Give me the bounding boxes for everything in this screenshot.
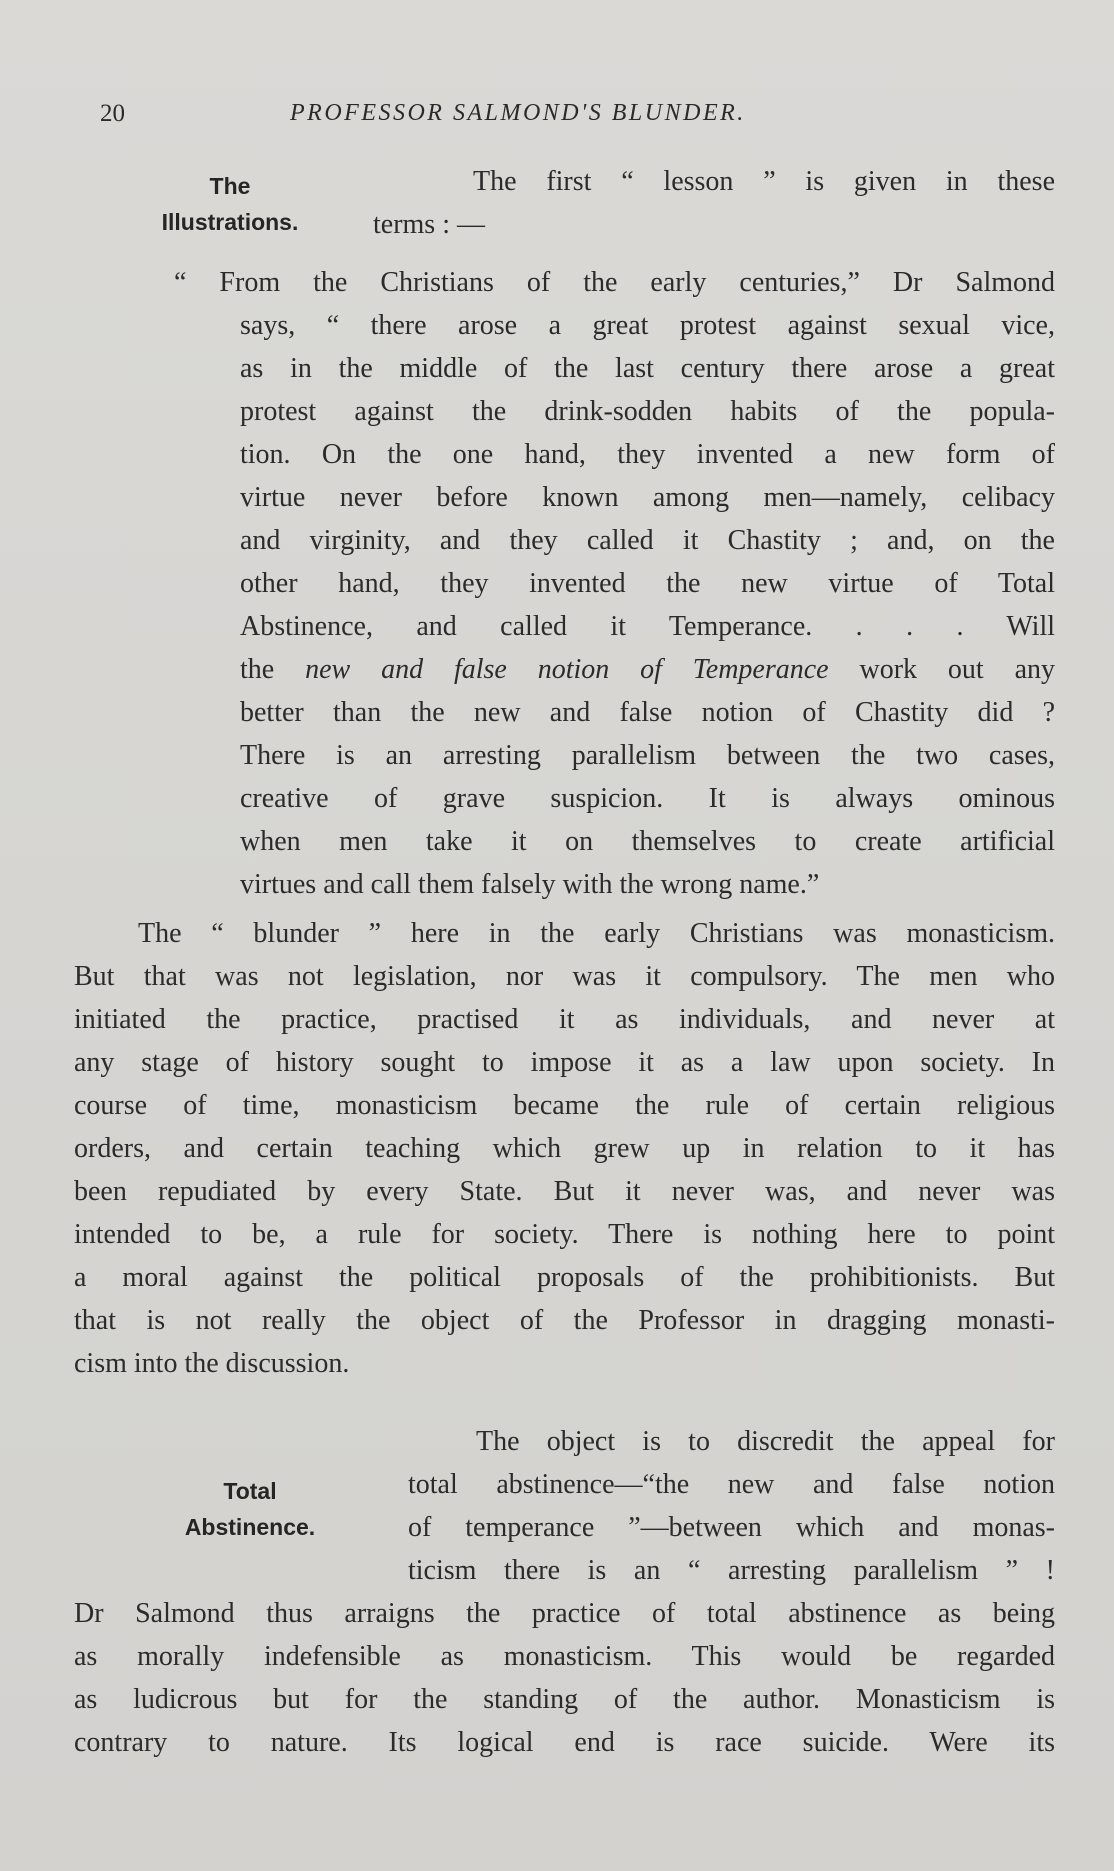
side-head-line: Abstinence. (184, 1514, 316, 1540)
quote-line: There is an arresting parallelism between the two cases, (240, 740, 1055, 771)
quote-line: Abstinence, and called it Temperance. . . . Will (240, 611, 1055, 642)
quote-line: virtue never before known among men—namely, celibacy (240, 482, 1055, 513)
quote-line: better than the new and false notion of Chastity did ? (240, 697, 1055, 728)
side-head-line: Illustrations. (161, 209, 299, 235)
side-head-line: The (209, 173, 251, 199)
quotation-block (174, 261, 1055, 906)
body-line: orders, and certain teaching which grew up in relation to it has (74, 1133, 1055, 1164)
body-line: contrary to nature. Its logical end is race suicide. Were its (74, 1727, 1055, 1758)
quote-line: “ From the Christians of the early centuries,” Dr Salmond (174, 267, 1055, 298)
text-line: terms : — (373, 209, 485, 240)
side-head-total-abstinence (160, 1473, 340, 1545)
body-line: intended to be, a rule for society. There is nothing here to point (74, 1219, 1055, 1250)
side-head-illustrations (140, 168, 320, 240)
body-line: But that was not legislation, nor was it compulsory. The men who (74, 961, 1055, 992)
page-header (100, 100, 1020, 140)
body-line: any stage of history sought to impose it as a law upon society. In (74, 1047, 1055, 1078)
body-line: a moral against the political proposals of the prohibitionists. But (74, 1262, 1055, 1293)
quote-word: work out any (828, 654, 1055, 685)
body-line: The object is to discredit the appeal for (476, 1426, 1055, 1457)
body-line: ticism there is an “ arresting parallelism ” ! (408, 1555, 1055, 1586)
body-paragraph-1 (74, 912, 1055, 1385)
body-line: been repudiated by every State. But it never was, and never was (74, 1176, 1055, 1207)
body-line: course of time, monasticism became the rule of certain religious (74, 1090, 1055, 1121)
body-line: total abstinence—“the new and false notion (408, 1469, 1055, 1500)
body-line: The “ blunder ” here in the early Christians was monasticism. (138, 918, 1055, 949)
body-line: initiated the practice, practised it as individuals, and never at (74, 1004, 1055, 1035)
quote-line: and virginity, and they called it Chastity ; and, on the (240, 525, 1055, 556)
quote-line: when men take it on themselves to create artificial (240, 826, 1055, 857)
quote-line: other hand, they invented the new virtue of Total (240, 568, 1055, 599)
quote-line-italic (240, 648, 1055, 691)
running-title: PROFESSOR SALMOND'S BLUNDER. (290, 100, 746, 126)
body-line: of temperance ”—between which and monas- (408, 1512, 1055, 1543)
text-line: The first “ lesson ” is given in these (473, 166, 1055, 197)
quote-line: tion. On the one hand, they invented a new form of (240, 439, 1055, 470)
quote-line: creative of grave suspicion. It is always ominous (240, 783, 1055, 814)
quote-line: says, “ there arose a great protest against sexual vice, (240, 310, 1055, 341)
body-line: as ludicrous but for the standing of the author. Monasticism is (74, 1684, 1055, 1715)
quote-line: virtues and call them falsely with the wrong name.” (240, 869, 820, 900)
quote-line: protest against the drink-sodden habits of the popula- (240, 396, 1055, 427)
body-line: as morally indefensible as monasticism. This would be regarded (74, 1641, 1055, 1672)
body-line: that is not really the object of the Professor in dragging monasti- (74, 1305, 1055, 1336)
quote-word: the (240, 654, 306, 685)
italic-phrase: new and false notion of Temperance (305, 654, 829, 685)
body-line: Dr Salmond thus arraigns the practice of total abstinence as being (74, 1598, 1055, 1629)
page-number: 20 (100, 100, 125, 127)
body-paragraph-2 (74, 1592, 1055, 1764)
abstinence-intro-lines (408, 1420, 1055, 1592)
side-head-line: Total (223, 1478, 277, 1504)
body-line: cism into the discussion. (74, 1348, 350, 1379)
quote-line: as in the middle of the last century there arose a great (240, 353, 1055, 384)
intro-paragraph (373, 160, 1055, 246)
